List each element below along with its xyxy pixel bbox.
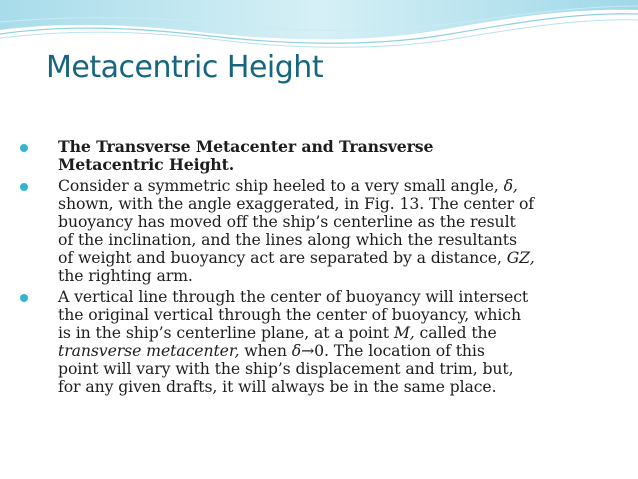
text-line: The Transverse Metacenter and Transverse	[58, 137, 434, 156]
bullet-dot-icon	[20, 144, 28, 152]
text-line: Metacentric Height.	[58, 155, 235, 174]
text-run: Consider a symmetric ship heeled to a very small angle,	[58, 176, 504, 195]
text-line	[58, 249, 618, 267]
text-line: point will vary with the ship’s displacement and trim, but,	[58, 359, 514, 378]
text-line	[58, 324, 618, 342]
bullet-dot-icon	[20, 183, 28, 191]
bullet-item	[18, 288, 618, 396]
bullet-item	[18, 138, 618, 174]
text-line: A vertical line through the center of buoyancy will intersect	[58, 287, 529, 306]
slide-title: Metacentric Height	[46, 50, 324, 85]
delta-arrow-symbol: δ→	[291, 341, 315, 360]
text-line: the original vertical through the center of buoyancy, which	[58, 305, 522, 324]
bullet-list	[18, 138, 618, 399]
transverse-metacenter-term: transverse metacenter,	[58, 341, 240, 360]
text-line: shown, with the angle exaggerated, in Fig. 13. The center of	[58, 194, 535, 213]
text-line: buoyancy has moved off the ship’s centerline as the result	[58, 212, 516, 231]
text-run: 0. The location of this	[314, 341, 485, 360]
bullet-item	[18, 177, 618, 285]
text-run: called the	[414, 323, 497, 342]
text-line: for any given drafts, it will always be in the same place.	[58, 377, 497, 396]
point-m-term: M,	[393, 323, 415, 342]
text-run: of weight and buoyancy act are separated by a distance,	[58, 248, 507, 267]
text-line	[58, 342, 618, 360]
bullet-dot-icon	[20, 294, 28, 302]
text-line	[58, 177, 618, 195]
text-run: is in the ship’s centerline plane, at a point	[58, 323, 394, 342]
text-line: of the inclination, and the lines along which the resultants	[58, 230, 517, 249]
delta-symbol: δ,	[503, 176, 518, 195]
bullet-text	[58, 138, 618, 174]
bullet-text	[58, 288, 618, 396]
text-run: when	[239, 341, 292, 360]
bullet-text	[58, 177, 618, 285]
gz-term: GZ,	[506, 248, 535, 267]
text-line: the righting arm.	[58, 266, 193, 285]
